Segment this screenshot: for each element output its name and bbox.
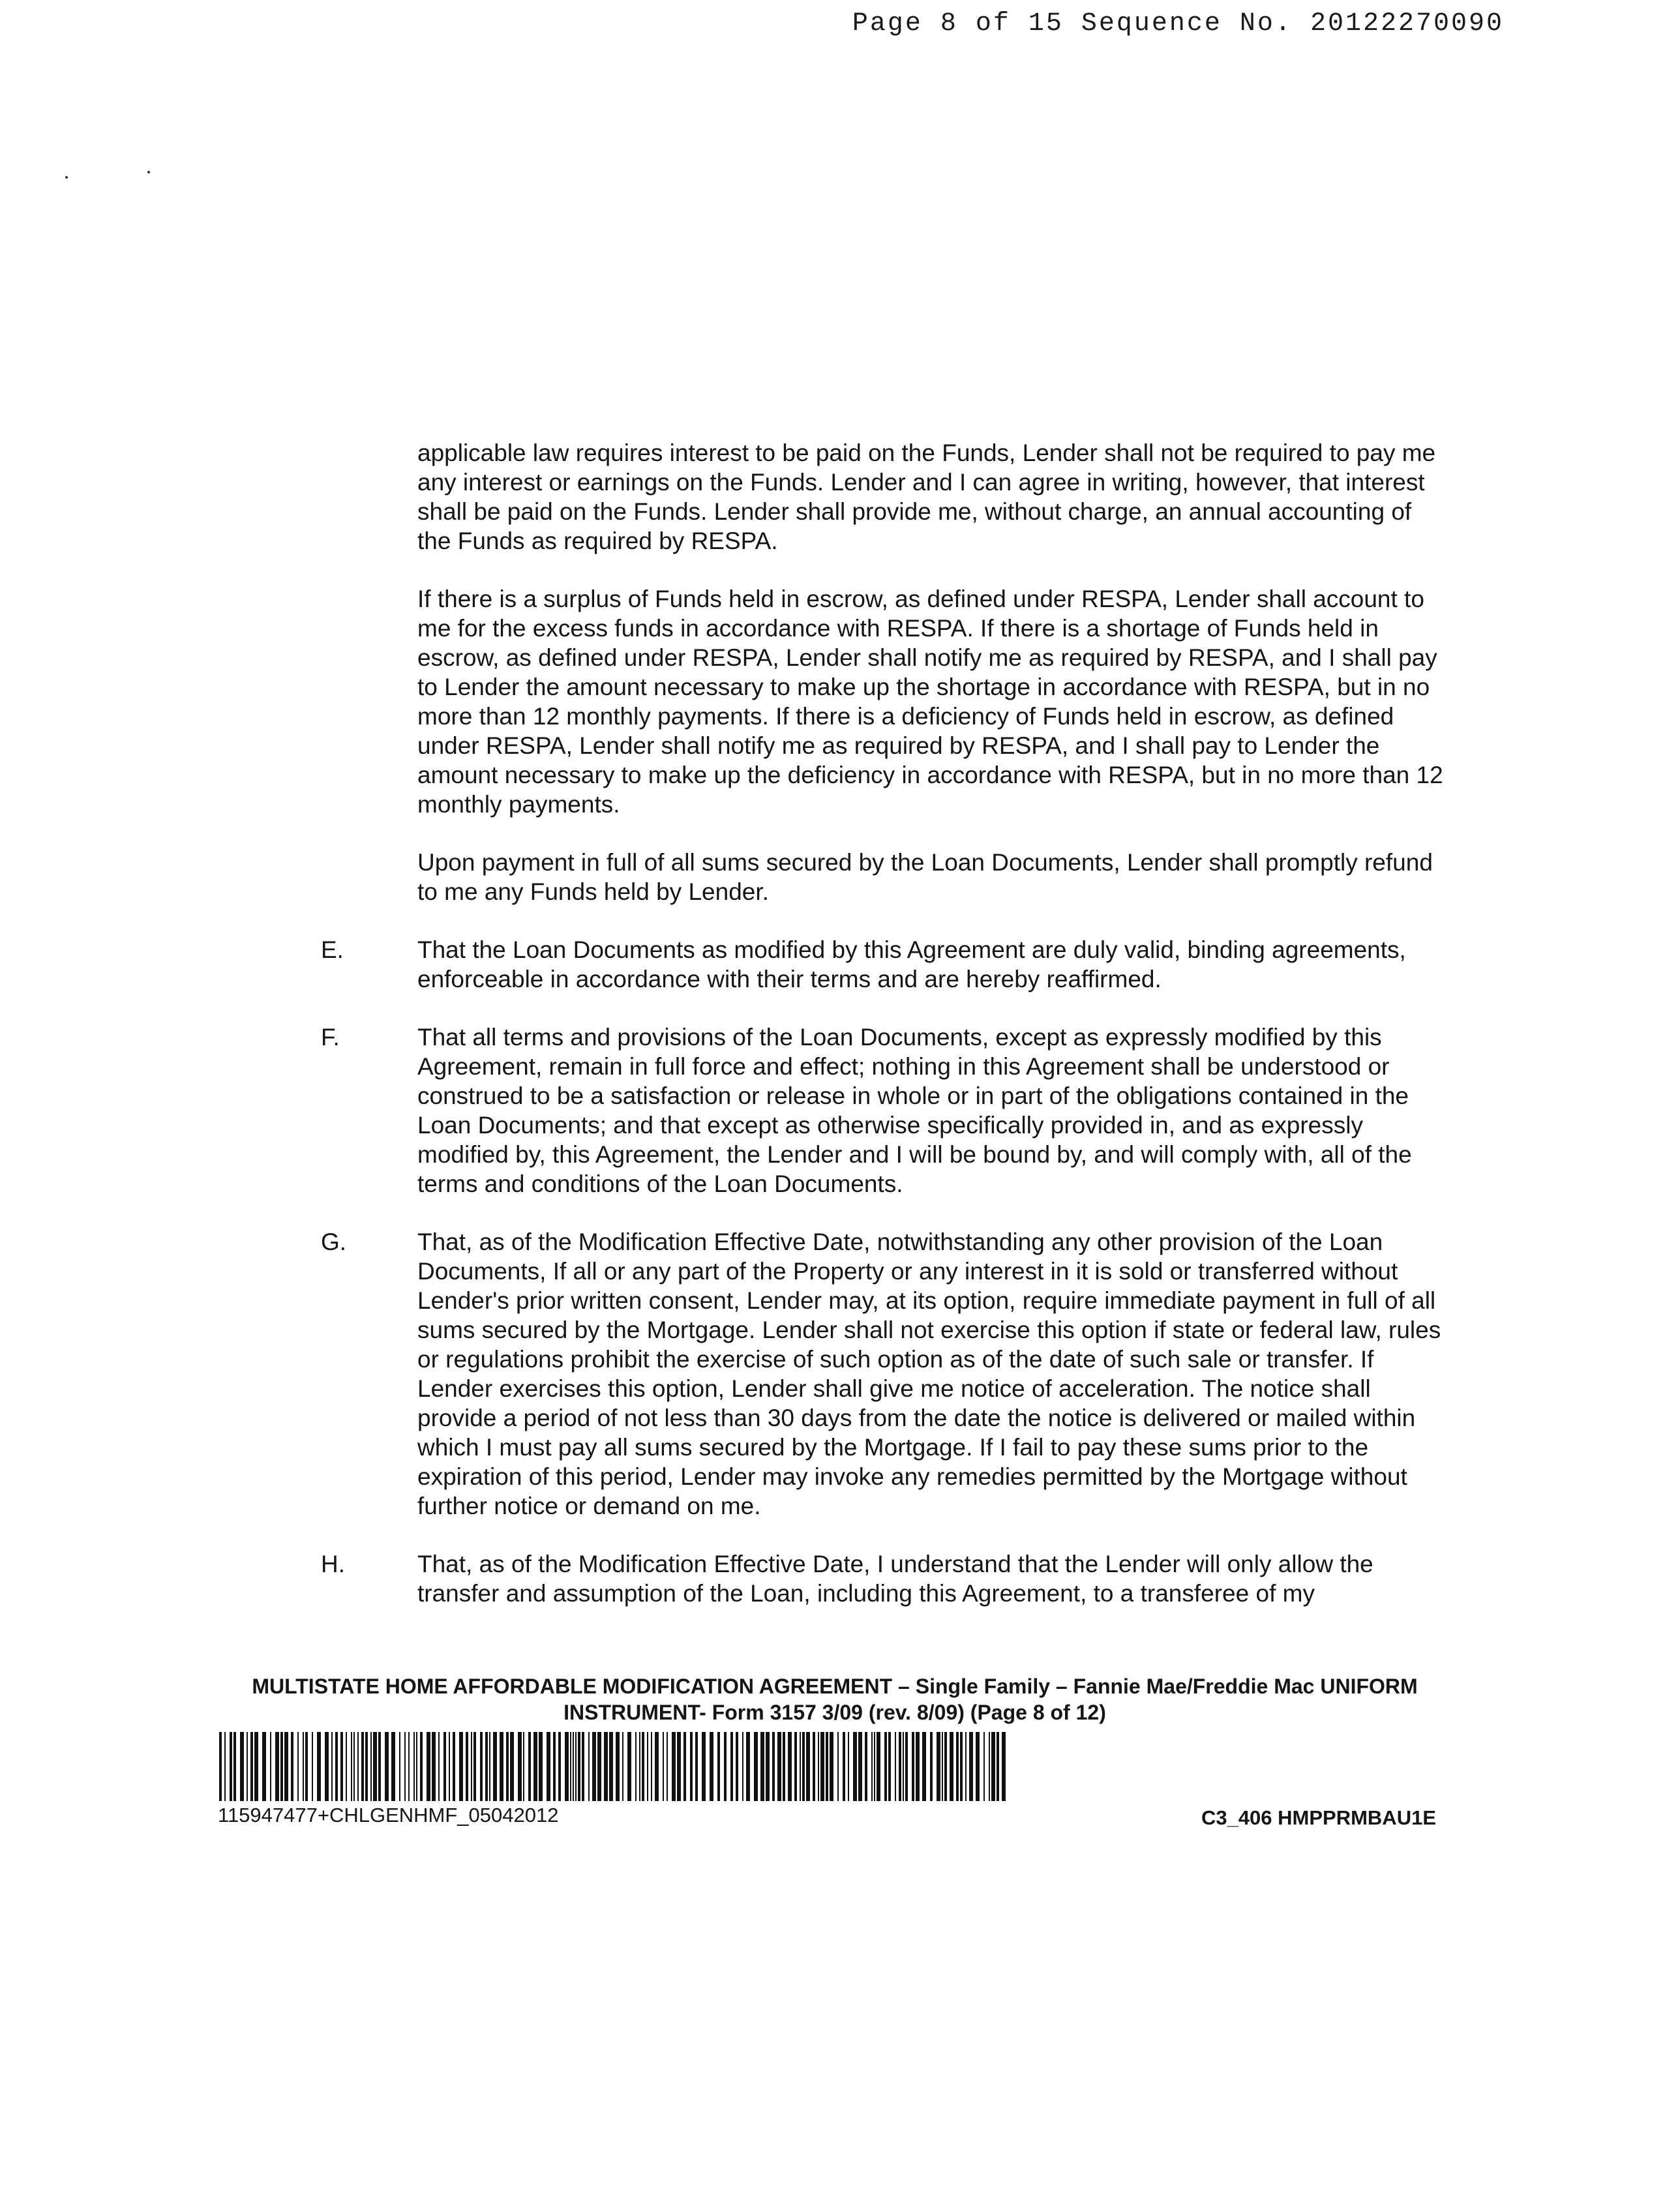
form-code: C3_406 HMPPRMBAU1E: [1201, 1806, 1436, 1829]
barcode-bar: [655, 1732, 659, 1801]
barcode-bar: [991, 1732, 995, 1801]
clause-text: That, as of the Modification Effective Date, I understand that the Lender will only allow the transfer and assumption of the Loan, including this Agreement, to a transferee of my: [417, 1551, 1373, 1607]
barcode-bar: [956, 1732, 959, 1801]
barcode-bar: [565, 1732, 569, 1801]
barcode-bar: [297, 1732, 299, 1801]
barcode-bar: [760, 1732, 764, 1801]
barcode-bar: [270, 1732, 271, 1801]
scan-speck: [65, 176, 68, 179]
barcode-bar: [471, 1732, 472, 1801]
barcode-bar: [506, 1732, 509, 1801]
barcode-bar: [361, 1732, 364, 1801]
barcode-bar: [843, 1732, 845, 1801]
clause-g: [321, 1227, 1448, 1521]
barcode-bar: [262, 1732, 266, 1801]
barcode-bar: [443, 1732, 446, 1801]
barcode-bar: [997, 1732, 999, 1801]
clause-letter: E.: [321, 936, 344, 963]
barcode-bar: [378, 1732, 381, 1801]
barcode-bar: [373, 1732, 377, 1801]
barcode-bar: [877, 1732, 880, 1801]
barcode-bar: [858, 1732, 862, 1801]
barcode-bar: [690, 1732, 693, 1801]
barcode-bar: [746, 1732, 750, 1801]
barcode-bar: [500, 1732, 503, 1801]
barcode-bar: [399, 1732, 400, 1801]
barcode-bar: [874, 1732, 875, 1801]
paragraph-escrow-surplus: If there is a surplus of Funds held in escrow, as defined under RESPA, Lender shall account to me for the excess funds in accordance with RESPA. If there is a shortage of Funds held in escrow, as defined under RESPA, Lender shall notify me as required by RESPA, and I shall pay to Lender the amount necessary to make up the shortage in accordance with RESPA, but in no more than 12 monthly payments. If there is a deficiency of Funds held in escrow, as defined under RESPA, Lender shall notify me as required by RESPA, and I shall pay to Lender the amount necessary to make up the deficiency in accordance with RESPA, but in no more than 12 monthly payments.: [417, 586, 1443, 818]
barcode-bar: [305, 1732, 308, 1801]
barcode-bar: [357, 1732, 359, 1801]
barcode-bar: [485, 1732, 488, 1801]
barcode-bar: [976, 1732, 980, 1801]
barcode-bar: [385, 1732, 389, 1801]
barcode-bar: [818, 1732, 819, 1801]
barcode-bar: [489, 1732, 490, 1801]
barcode-bar: [794, 1732, 797, 1801]
paragraph-escrow-refund: Upon payment in full of all sums secured by the Loan Documents, Lender shall promptly refund to me any Funds held by Lender.: [417, 849, 1433, 905]
barcode-bar: [742, 1732, 743, 1801]
barcode-bar: [351, 1732, 352, 1801]
barcode-bar: [772, 1732, 775, 1801]
barcode-bar: [965, 1732, 967, 1801]
clause-text: That all terms and provisions of the Loan Documents, except as expressly modified by this Agreement, remain in full force and effect; nothing in this Agreement shall be understood or construed to be a satisfaction or release in whole or in part of the obligations contained in the Loan Documents; and that except as otherwise specifically provided in, and as expressly modified by, this Agreement, the Lender and I will be bound by, and will comply with, all of the terms and conditions of the Loan Documents.: [417, 1024, 1412, 1197]
barcode-bar: [533, 1732, 537, 1801]
barcode-bar: [539, 1732, 543, 1801]
barcode-bar: [683, 1732, 686, 1801]
barcode-bar: [647, 1732, 648, 1801]
barcode-bar: [754, 1732, 758, 1801]
barcode-bar: [592, 1732, 596, 1801]
barcode-bar: [865, 1732, 867, 1801]
barcode-bar: [766, 1732, 770, 1801]
barcode-bar: [651, 1732, 652, 1801]
barcode-bar: [724, 1732, 727, 1801]
barcode-bar: [404, 1732, 406, 1801]
barcode-bar: [667, 1732, 668, 1801]
clause-letter: F.: [321, 1024, 340, 1051]
barcode-bar: [944, 1732, 947, 1801]
barcode-bar: [317, 1732, 321, 1801]
barcode-caption: 115947477+CHLGENHMF_05042012: [218, 1804, 559, 1826]
document-barcode: [219, 1732, 1008, 1801]
barcode-bar: [408, 1732, 410, 1801]
barcode-bar: [895, 1732, 896, 1801]
clause-h: [321, 1549, 1448, 1608]
barcode-bar: [547, 1732, 550, 1801]
form-title-line-1: MULTISTATE HOME AFFORDABLE MODIFICATION AGREEMENT – Single Family – Fannie Mae/Freddie Mac UNIFORM: [252, 1675, 1418, 1698]
barcode-bar: [331, 1732, 333, 1801]
barcode-bar: [449, 1732, 450, 1801]
barcode-bar: [820, 1732, 824, 1801]
paragraph-escrow-interest: applicable law requires interest to be paid on the Funds, Lender shall not be required to pay me any interest or earnings on the Funds. Lender and I can agree in writing, however, that interest shall be paid on the Funds. Lender shall provide me, without charge, an annual accounting of the Funds as required by RESPA.: [417, 440, 1436, 554]
barcode-bar: [247, 1732, 248, 1801]
barcode-bar: [340, 1732, 343, 1801]
barcode-bar: [480, 1732, 483, 1801]
barcode-bar: [609, 1732, 613, 1801]
barcode-bar: [578, 1732, 580, 1801]
clause-letter: G.: [321, 1229, 347, 1255]
barcode-bar: [702, 1732, 706, 1801]
barcode-bar: [663, 1732, 664, 1801]
barcode-bar: [622, 1732, 623, 1801]
barcode-bar: [639, 1732, 640, 1801]
barcode-bar: [788, 1732, 792, 1801]
barcode-bar: [830, 1732, 833, 1801]
barcode-bar: [677, 1732, 681, 1801]
barcode-bar: [353, 1732, 355, 1801]
barcode-bar: [219, 1732, 222, 1801]
barcode-bar: [777, 1732, 781, 1801]
barcode-bar: [783, 1732, 785, 1801]
barcode-bar: [335, 1732, 338, 1801]
barcode-bar: [346, 1732, 347, 1801]
barcode-bar: [493, 1732, 497, 1801]
barcode-bar: [582, 1732, 584, 1801]
barcode-bar: [233, 1732, 236, 1801]
barcode-bar: [899, 1732, 901, 1801]
barcode-bar: [518, 1732, 522, 1801]
barcode-bar: [597, 1732, 601, 1801]
barcode-bar: [250, 1732, 253, 1801]
barcode-bar: [695, 1732, 698, 1801]
barcode-bar: [916, 1732, 920, 1801]
clause-e: [321, 935, 1448, 994]
barcode-bar: [802, 1732, 805, 1801]
barcode-bar: [884, 1732, 887, 1801]
page-sequence-header: Page 8 of 15 Sequence No. 20122270090: [852, 9, 1504, 38]
barcode-bar: [717, 1732, 720, 1801]
barcode-bar: [912, 1732, 914, 1801]
barcode-bar: [284, 1732, 288, 1801]
barcode-bar: [303, 1732, 304, 1801]
barcode-bar: [453, 1732, 455, 1801]
barcode-bar: [800, 1732, 801, 1801]
barcode-bar: [240, 1732, 244, 1801]
barcode-bar: [942, 1732, 943, 1801]
clause-text: That, as of the Modification Effective Date, notwithstanding any other provision of the Loan Documents, If all or any part of the Property or any interest in it is sold or transferred without Lender's prior written consent, Lender may, at its option, require immediate payment in full of all sums secured by the Mortgage. Lender shall not exercise this option if state or federal law, rules or regulations prohibit the exercise of such option as of the date of such sale or transfer. If Lender exercises this option, Lender shall give me notice of acceleration. The notice shall provide a period of not less than 30 days from the date the notice is delivered or mailed within which I must pay all sums secured by the Mortgage. If I fail to pay these sums prior to the expiration of this period, Lender may invoke any remedies permitted by the Mortgage without further notice or demand on me.: [417, 1229, 1441, 1519]
barcode-bar: [573, 1732, 574, 1801]
barcode-bar: [254, 1732, 258, 1801]
clause-letter: H.: [321, 1551, 345, 1577]
barcode-bar: [642, 1732, 644, 1801]
clause-f: [321, 1022, 1448, 1199]
barcode-bar: [969, 1732, 973, 1801]
barcode-bar: [280, 1732, 283, 1801]
barcode-bar: [736, 1732, 738, 1801]
barcode-bar: [325, 1732, 329, 1801]
barcode-bar: [432, 1732, 436, 1801]
barcode-bar: [989, 1732, 990, 1801]
barcode-bar: [930, 1732, 933, 1801]
barcode-bar: [871, 1732, 873, 1801]
barcode-bar: [459, 1732, 463, 1801]
barcode-bar: [888, 1732, 891, 1801]
barcode-bar: [710, 1732, 713, 1801]
barcode-bar: [312, 1732, 313, 1801]
barcode-bar: [553, 1732, 556, 1801]
barcode-bar: [983, 1732, 985, 1801]
barcode-bar: [616, 1732, 620, 1801]
barcode-bar: [922, 1732, 926, 1801]
barcode-bar: [438, 1732, 440, 1801]
barcode-bar: [420, 1732, 423, 1801]
barcode-bar: [813, 1732, 815, 1801]
barcode-bar: [473, 1732, 476, 1801]
clause-text: That the Loan Documents as modified by this Agreement are duly valid, binding agreements, enforceable in accordance with their terms and are hereby reaffirmed.: [417, 936, 1406, 992]
barcode-bar: [848, 1732, 849, 1801]
barcode-bar: [413, 1732, 415, 1801]
barcode-bar: [275, 1732, 279, 1801]
agreement-body: [321, 438, 1448, 1637]
barcode-bar: [370, 1732, 372, 1801]
barcode-bar: [950, 1732, 953, 1801]
barcode-bar: [291, 1732, 293, 1801]
barcode-bar: [466, 1732, 468, 1801]
barcode-bar: [730, 1732, 733, 1801]
barcode-bar: [604, 1732, 608, 1801]
barcode-bar: [510, 1732, 514, 1801]
barcode-bar: [960, 1732, 963, 1801]
barcode-bar: [806, 1732, 810, 1801]
barcode-bar: [230, 1732, 232, 1801]
barcode-bar: [570, 1732, 571, 1801]
barcode-bar: [575, 1732, 577, 1801]
barcode-bar: [837, 1732, 839, 1801]
barcode-bar: [558, 1732, 561, 1801]
barcode-bar: [1002, 1732, 1006, 1801]
barcode-bar: [588, 1732, 590, 1801]
barcode-bar: [627, 1732, 631, 1801]
barcode-bar: [672, 1732, 676, 1801]
barcode-bar: [391, 1732, 395, 1801]
barcode-bar: [427, 1732, 430, 1801]
form-title: [235, 1673, 1435, 1725]
barcode-bar: [528, 1732, 531, 1801]
barcode-bar: [224, 1732, 226, 1801]
barcode-bar: [903, 1732, 904, 1801]
form-title-line-2: INSTRUMENT- Form 3157 3/09 (rev. 8/09) (Page 8 of 12): [563, 1701, 1106, 1724]
barcode-bar: [905, 1732, 908, 1801]
barcode-bar: [853, 1732, 857, 1801]
scan-speck: [147, 171, 150, 173]
barcode-bar: [635, 1732, 637, 1801]
barcode-bar: [365, 1732, 368, 1801]
barcode-bar: [937, 1732, 940, 1801]
barcode-bar: [826, 1732, 828, 1801]
barcode-bar: [523, 1732, 524, 1801]
barcode-bar: [416, 1732, 417, 1801]
